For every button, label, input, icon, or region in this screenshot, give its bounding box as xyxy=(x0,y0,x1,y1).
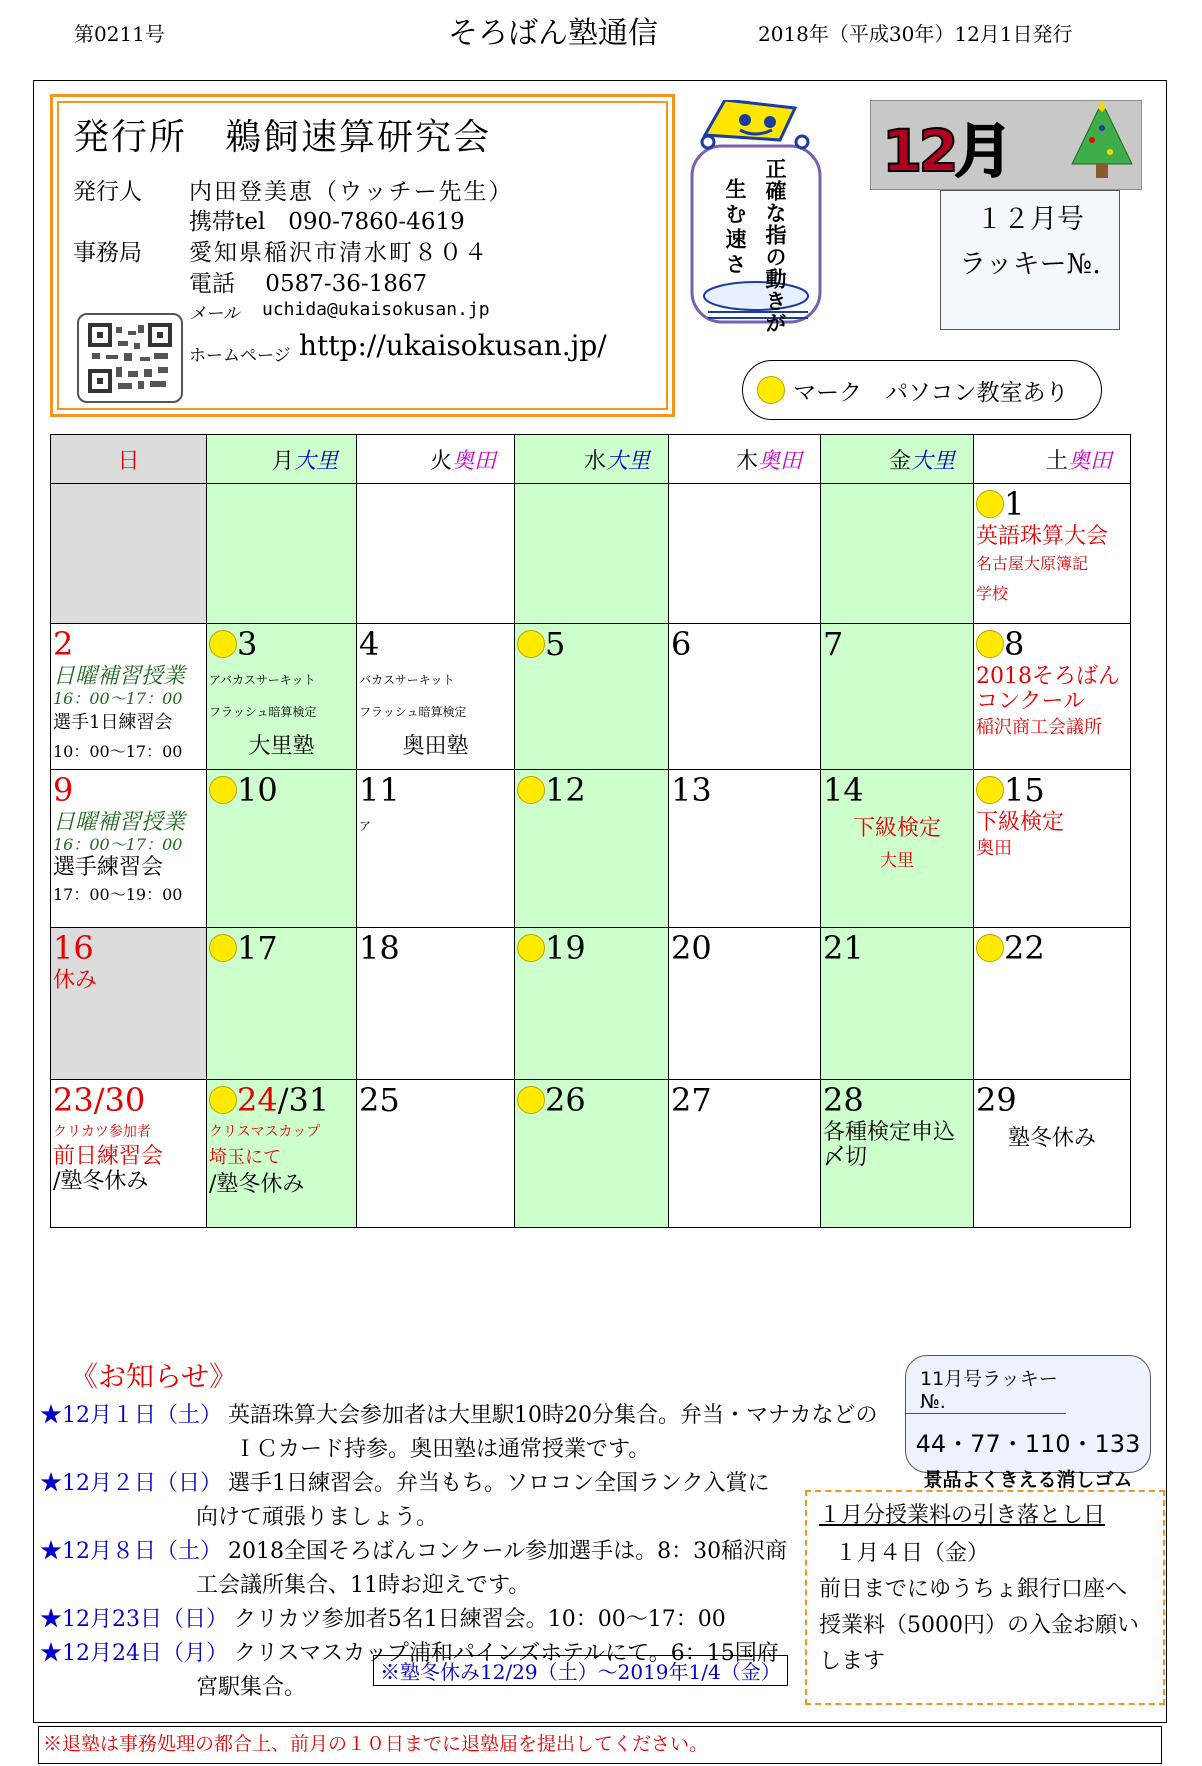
pc-dot-icon xyxy=(209,1086,237,1114)
day-event: 大里塾 xyxy=(248,734,315,759)
notice-title: 《お知らせ》 xyxy=(70,1360,238,1393)
day-number-row xyxy=(209,928,354,968)
day-number: 27 xyxy=(671,1081,712,1119)
calendar-week xyxy=(51,624,1131,770)
pc-dot-icon xyxy=(209,934,237,962)
calendar-header-3 xyxy=(515,435,669,484)
day-number-row xyxy=(976,1080,1128,1120)
day-cell-empty xyxy=(357,484,515,624)
header-school: 奥田 xyxy=(1067,448,1112,474)
office-address: 愛知県稲沢市清水町８０４ xyxy=(189,240,489,266)
day-event: 17：00～19：00 xyxy=(53,885,183,904)
day-event: /塾冬休み xyxy=(53,1169,149,1194)
day-cell-20 xyxy=(669,928,821,1080)
day-cell-21 xyxy=(821,928,974,1080)
lucky-title: １２月号 xyxy=(976,204,1084,235)
day-cell-10 xyxy=(207,770,357,928)
withdrawal-note: ※退塾は事務処理の都合上、前月の１０日までに退塾届を提出してください。 xyxy=(38,1726,1162,1764)
notice-text: 宮駅集合。 xyxy=(196,1675,307,1700)
nov-lucky-numbers: 44・77・110・133 xyxy=(915,1430,1141,1458)
fee-title: １月分授業料の引き落とし日 xyxy=(819,1503,1106,1528)
day-number: 1 xyxy=(1004,485,1025,523)
header-school: 大里 xyxy=(293,448,338,474)
notice-text: 選手1日練習会。弁当もち。ソロコン全国ランク入賞に xyxy=(228,1471,770,1496)
day-cell-28 xyxy=(821,1080,974,1228)
day-cell-13 xyxy=(669,770,821,928)
day-event: 選手練習会 xyxy=(53,855,164,880)
day-number: 8 xyxy=(1004,625,1025,663)
day-number: 9 xyxy=(53,771,74,809)
day-cell-23 xyxy=(51,1080,207,1228)
day-cell-16 xyxy=(51,928,207,1080)
pc-dot-icon xyxy=(517,630,545,658)
day-number: 28 xyxy=(823,1081,864,1119)
day-number-row xyxy=(209,624,354,664)
day-event: 下級検定 xyxy=(976,810,1065,835)
day-number-alt: /30 xyxy=(93,1081,146,1119)
header-day: 日 xyxy=(117,448,140,474)
day-number-row xyxy=(517,770,666,810)
notice-date: ★12月８日（土） xyxy=(40,1539,222,1564)
calendar-header-6 xyxy=(974,435,1131,484)
header-day: 水 xyxy=(583,448,606,474)
fee-body-2: 授業料（5000円）の入金お願い xyxy=(819,1613,1139,1638)
day-event: 学校 xyxy=(976,584,1009,603)
publisher-name: 発行所 鵜飼速算研究会 xyxy=(73,117,492,158)
pc-dot-icon xyxy=(517,1086,545,1114)
issuer-name: 内田登美恵（ウッチー先生） xyxy=(189,179,514,205)
day-cell-1 xyxy=(974,484,1131,624)
day-number-row xyxy=(359,770,512,810)
issue-date: 2018年（平成30年）12月1日発行 xyxy=(758,22,1073,46)
day-number: 15 xyxy=(1004,771,1045,809)
day-number-row xyxy=(671,928,818,968)
day-number: 24 xyxy=(237,1081,278,1119)
day-event: 下級検定 xyxy=(852,816,941,841)
header-school: 奥田 xyxy=(451,448,496,474)
day-cell-22 xyxy=(974,928,1131,1080)
header-school: 奥田 xyxy=(757,448,802,474)
day-event: バカスサーキット xyxy=(359,673,455,687)
nov-lucky-prize: 景品よくきえる消しゴム xyxy=(923,1469,1133,1491)
day-event: クリカツ参加者 xyxy=(53,1124,151,1140)
fee-date: １月４日（金） xyxy=(835,1541,990,1566)
day-number: 29 xyxy=(976,1081,1017,1119)
calendar-header-1 xyxy=(207,435,357,484)
november-lucky-box xyxy=(905,1355,1151,1491)
notice-line xyxy=(40,1433,800,1467)
day-event: 2018そろばん xyxy=(976,664,1120,689)
pc-dot-icon xyxy=(209,630,237,658)
day-number-row xyxy=(976,484,1128,524)
pc-classroom-legend xyxy=(742,360,1102,420)
office-phone: 電話 0587-36-1867 xyxy=(189,271,428,297)
day-cell-empty xyxy=(821,484,974,624)
notice-date: ★12月23日（日） xyxy=(40,1607,228,1632)
day-number-row xyxy=(517,1080,666,1120)
day-cell-29 xyxy=(974,1080,1131,1228)
day-number: 25 xyxy=(359,1081,400,1119)
day-cell-2 xyxy=(51,624,207,770)
notice-text: 工会議所集合、11時お迎えです。 xyxy=(196,1573,531,1598)
notice-line xyxy=(40,1569,800,1603)
day-cell-17 xyxy=(207,928,357,1080)
day-number: 6 xyxy=(671,625,692,663)
homepage-label: ホームページ xyxy=(189,346,291,366)
day-cell-15 xyxy=(974,770,1131,928)
notice-line xyxy=(40,1535,800,1569)
header-school: 大里 xyxy=(910,448,955,474)
day-event: /塾冬休み xyxy=(209,1172,305,1197)
pc-dot-icon xyxy=(757,376,785,404)
pc-dot-icon xyxy=(976,630,1004,658)
pc-dot-icon xyxy=(976,776,1004,804)
mascot-illustration xyxy=(690,100,840,335)
day-event: 16：00～17：00 xyxy=(53,689,183,708)
day-number-row xyxy=(517,624,666,664)
notice-text: クリカツ参加者5名1日練習会。10：00～17：00 xyxy=(234,1607,726,1632)
december-calendar xyxy=(50,434,1131,1228)
day-cell-4 xyxy=(357,624,515,770)
day-event: 各種検定申込 xyxy=(823,1120,956,1145)
header-day: 木 xyxy=(735,448,758,474)
day-cell-11 xyxy=(357,770,515,928)
notice-line xyxy=(40,1399,878,1433)
fee-body-1: 前日までにゆうちょ銀行口座へ xyxy=(819,1577,1128,1602)
day-cell-empty xyxy=(669,484,821,624)
day-event: 休み xyxy=(53,968,98,993)
day-cell-19 xyxy=(515,928,669,1080)
notice-date: ★12月２日（日） xyxy=(40,1471,222,1496)
day-number-row xyxy=(823,1080,971,1120)
day-number-row xyxy=(671,770,818,810)
day-cell-6 xyxy=(669,624,821,770)
header-day: 土 xyxy=(1045,448,1068,474)
day-number: 2 xyxy=(53,625,74,663)
day-number-row xyxy=(976,928,1128,968)
day-cell-empty xyxy=(207,484,357,624)
day-event: コンクール xyxy=(976,689,1086,714)
day-cell-12 xyxy=(515,770,669,928)
day-number-alt: /31 xyxy=(277,1081,330,1119)
day-event: 埼玉にて xyxy=(209,1147,281,1168)
tuition-fee-box xyxy=(805,1490,1165,1705)
day-cell-empty xyxy=(51,484,207,624)
day-number-row xyxy=(823,928,971,968)
day-number: 16 xyxy=(53,929,94,967)
pc-dot-icon xyxy=(976,934,1004,962)
notice-text: 向けて頑張りましょう。 xyxy=(196,1505,439,1530)
day-number: 11 xyxy=(359,771,400,809)
calendar-week xyxy=(51,484,1131,624)
day-event: 大里 xyxy=(880,851,914,871)
day-number-row xyxy=(976,770,1128,810)
day-number-row xyxy=(671,1080,818,1120)
office-label: 事務局 xyxy=(73,240,142,266)
mail-address: uchida@ukaisokusan.jp xyxy=(262,299,490,320)
calendar-header-2 xyxy=(357,435,515,484)
day-number: 21 xyxy=(823,929,864,967)
pc-dot-icon xyxy=(976,490,1004,518)
day-cell-8 xyxy=(974,624,1131,770)
homepage-url[interactable]: http://ukaisokusan.jp/ xyxy=(299,329,607,362)
day-number-row xyxy=(53,624,204,664)
day-event: 稲沢商工会議所 xyxy=(976,717,1102,738)
day-number: 26 xyxy=(545,1081,586,1119)
day-number-row xyxy=(53,1080,204,1120)
day-event: アバカスサーキット xyxy=(209,673,316,687)
day-number: 12 xyxy=(545,771,586,809)
day-event: 英語珠算大会 xyxy=(976,524,1109,549)
calendar-header-5 xyxy=(821,435,974,484)
winter-break-note: ※塾冬休み12/29（土）～2019年1/4（金） xyxy=(373,1655,788,1686)
notice-text: 2018全国そろばんコンクール参加選手は。8：30稲沢商 xyxy=(228,1539,788,1564)
calendar-header-4 xyxy=(669,435,821,484)
day-event: 日曜補習授業 xyxy=(53,810,186,835)
day-number: 17 xyxy=(237,929,278,967)
day-number-row xyxy=(53,770,204,810)
day-cell-25 xyxy=(357,1080,515,1228)
newsletter-title: そろばん塾通信 xyxy=(448,16,658,51)
day-cell-18 xyxy=(357,928,515,1080)
day-number: 23 xyxy=(53,1081,94,1119)
day-number-row xyxy=(359,1080,512,1120)
day-number: 10 xyxy=(237,771,278,809)
notice-date: ★12月24日（月） xyxy=(40,1641,228,1666)
day-event: クリスマスカップ xyxy=(209,1124,321,1140)
day-cell-9 xyxy=(51,770,207,928)
day-cell-14 xyxy=(821,770,974,928)
day-event: 奥田塾 xyxy=(402,734,469,759)
header-day: 月 xyxy=(271,448,294,474)
day-number-row xyxy=(53,928,204,968)
day-cell-3 xyxy=(207,624,357,770)
day-event: ア xyxy=(359,819,372,833)
day-event: 16：00～17：00 xyxy=(53,835,183,854)
day-number-row xyxy=(823,770,971,810)
mobile-phone: 携帯tel 090-7860-4619 xyxy=(189,209,465,235)
day-number-row xyxy=(209,770,354,810)
pc-legend-text: マーク パソコン教室あり xyxy=(793,379,1069,406)
notice-line xyxy=(40,1467,800,1501)
issuer-label: 発行人 xyxy=(73,179,142,205)
qr-code-icon xyxy=(77,313,183,403)
day-event: 〆切 xyxy=(823,1145,868,1170)
day-number: 20 xyxy=(671,929,712,967)
day-cell-empty xyxy=(515,484,669,624)
day-number: 5 xyxy=(545,625,566,663)
mascot-slogan-1: 正確な指の動きが xyxy=(763,158,788,334)
day-number: 18 xyxy=(359,929,400,967)
day-number: 19 xyxy=(545,929,586,967)
lucky-number-box xyxy=(940,190,1120,330)
day-event: 奥田 xyxy=(976,838,1012,859)
day-number: 22 xyxy=(1004,929,1045,967)
day-event: 前日練習会 xyxy=(53,1144,164,1169)
header-day: 金 xyxy=(888,448,911,474)
calendar-week xyxy=(51,928,1131,1080)
notice-text: クリスマスカップ浦和パインズホテルにて。6：15国府 xyxy=(234,1641,779,1666)
calendar-header-0 xyxy=(51,435,207,484)
day-number-row xyxy=(976,624,1128,664)
day-cell-26 xyxy=(515,1080,669,1228)
publisher-box xyxy=(50,94,675,417)
day-number-row xyxy=(359,624,512,664)
day-number-row xyxy=(359,928,512,968)
mascot-slogan-2: 生む速さ xyxy=(723,178,748,278)
day-number: 7 xyxy=(823,625,844,663)
december-logo: 12月 xyxy=(882,117,1009,185)
day-cell-27 xyxy=(669,1080,821,1228)
day-event: 塾冬休み xyxy=(1007,1126,1096,1151)
lucky-label: ラッキー№. xyxy=(959,249,1101,280)
fee-body-3: します xyxy=(819,1649,886,1674)
day-event: フラッシュ暗算検定 xyxy=(209,705,317,719)
calendar-week xyxy=(51,1080,1131,1228)
day-number: 14 xyxy=(823,771,864,809)
issue-number: 第0211号 xyxy=(74,22,165,46)
day-cell-24 xyxy=(207,1080,357,1228)
day-number-row xyxy=(209,1080,354,1120)
day-cell-7 xyxy=(821,624,974,770)
day-event: 日曜補習授業 xyxy=(53,664,186,689)
notice-date: ★12月１日（土） xyxy=(40,1403,222,1428)
pc-dot-icon xyxy=(209,776,237,804)
day-number-row xyxy=(823,624,971,664)
nov-lucky-title: 11月号ラッキー№. xyxy=(906,1356,1066,1414)
day-number: 4 xyxy=(359,625,380,663)
notice-line xyxy=(40,1501,800,1535)
day-number-row xyxy=(671,624,818,664)
day-number-row xyxy=(517,928,666,968)
day-event: 10：00～17：00 xyxy=(53,742,183,761)
day-cell-5 xyxy=(515,624,669,770)
pc-dot-icon xyxy=(517,776,545,804)
day-event: 名古屋大原簿記 xyxy=(976,554,1089,573)
pc-dot-icon xyxy=(517,934,545,962)
calendar-week xyxy=(51,770,1131,928)
mail-label: メール xyxy=(189,304,240,324)
notice-text: 英語珠算大会参加者は大里駅10時20分集合。弁当・マナカなどの xyxy=(228,1403,878,1428)
notice-text: ＩＣカード持参。奥田塾は通常授業です。 xyxy=(234,1437,651,1462)
day-event: フラッシュ暗算検定 xyxy=(359,705,467,719)
day-event: 選手1日練習会 xyxy=(53,712,173,733)
header-school: 大里 xyxy=(605,448,650,474)
header-day: 火 xyxy=(429,448,452,474)
notice-line xyxy=(40,1603,800,1637)
day-number: 13 xyxy=(671,771,712,809)
day-number: 3 xyxy=(237,625,258,663)
